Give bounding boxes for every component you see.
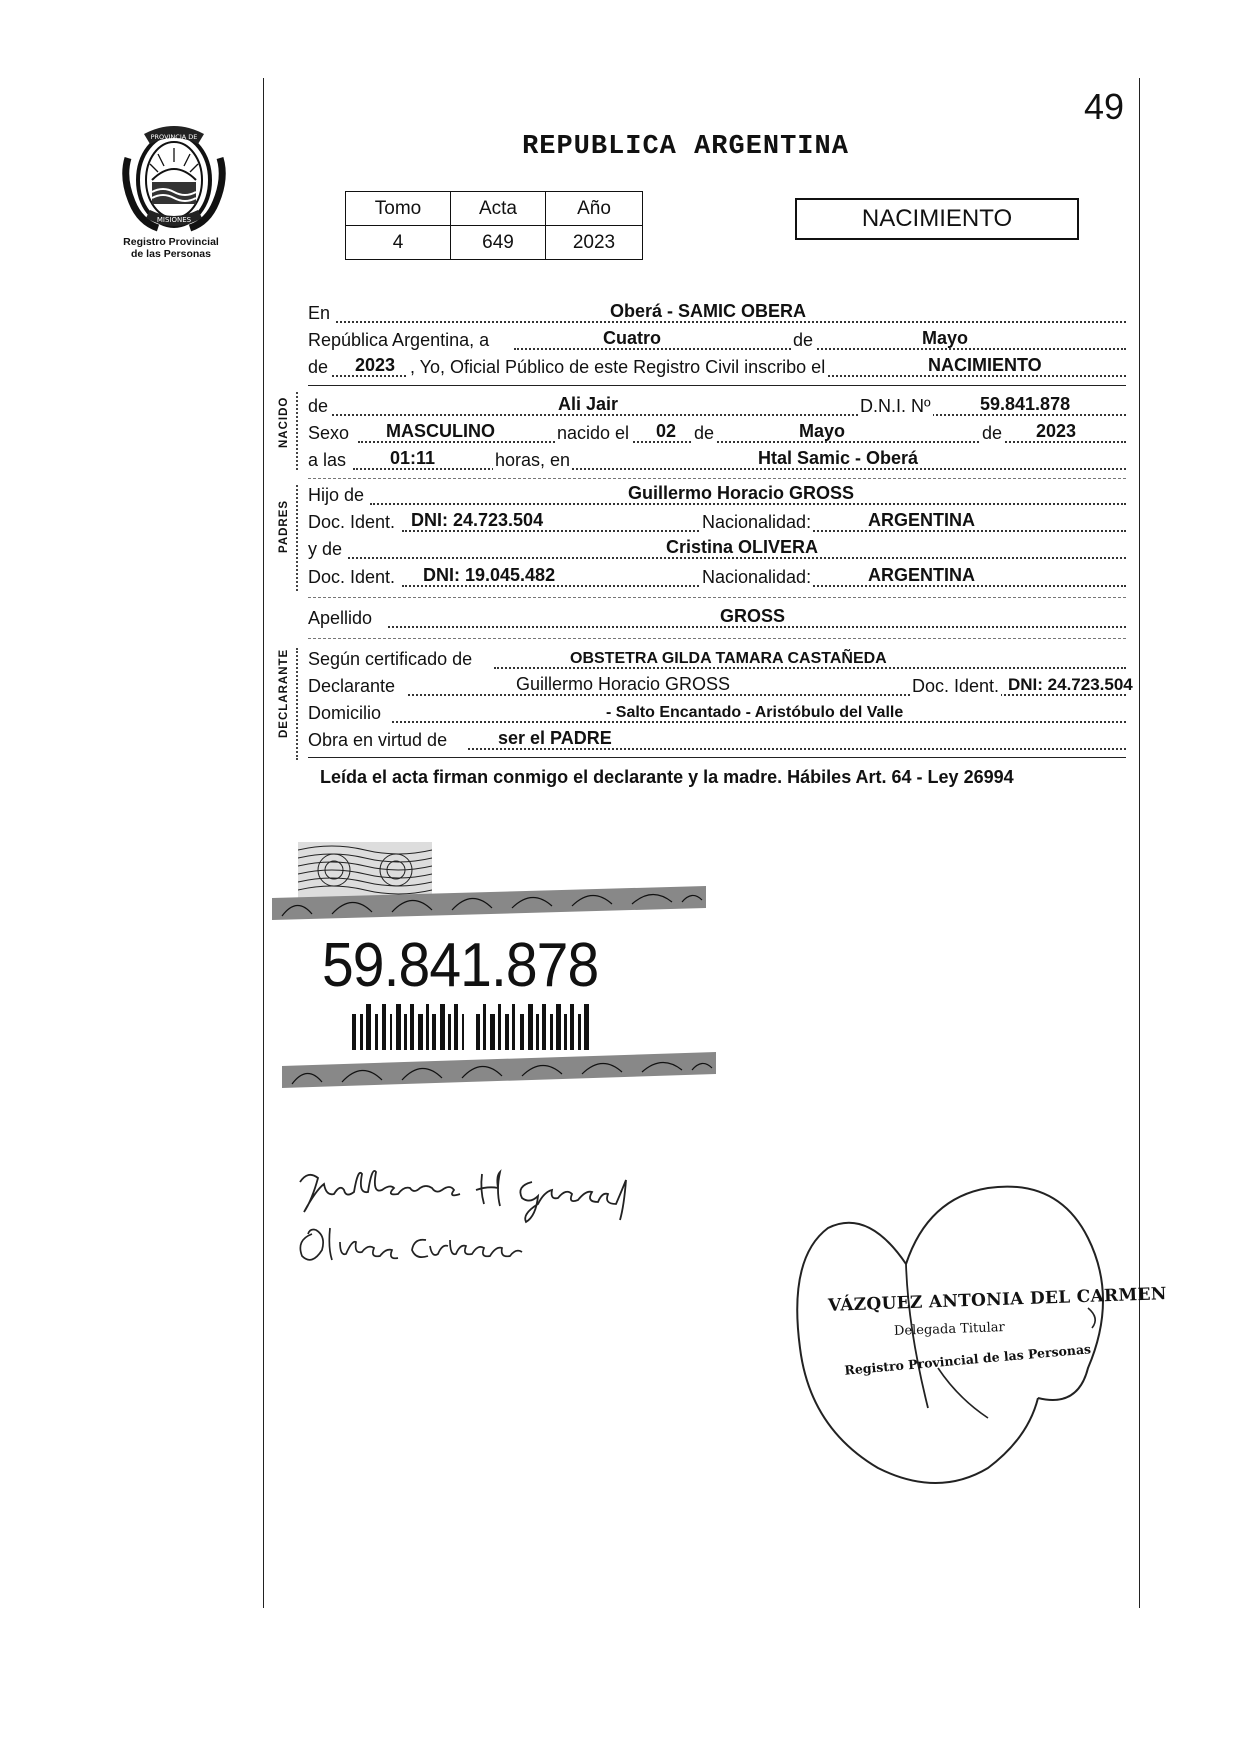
sexo-label: Sexo [308,423,350,443]
record-type-box: NACIMIENTO [795,198,1079,240]
a-las-label: a las [308,450,347,470]
en-label: En [308,303,331,323]
document-title: REPUBLICA ARGENTINA [522,132,849,162]
apellido-label: Apellido [308,608,373,628]
hijo-label: Hijo de [308,485,365,505]
father-nationality: ARGENTINA [868,510,975,530]
acta-value: 649 [451,226,546,260]
declarante-doc-label: Doc. Ident. [912,676,1000,696]
mother-nationality: ARGENTINA [868,565,975,585]
cert-value: OBSTETRA GILDA TAMARA CASTAÑEDA [570,650,887,667]
mother-signature [290,1218,530,1272]
nacido-el-label: nacido el [557,423,630,443]
registry-table [345,191,643,260]
yo-text: , Yo, Oficial Público de este Registro Civil inscribo el [410,357,826,377]
de-b-label: de [982,423,1003,443]
logo-caption-line1: Registro Provincial [123,236,219,248]
page-number: 49 [1084,86,1125,127]
birth-month: Mayo [799,421,846,441]
horas-label: horas, en [495,450,571,470]
declarante-section-label: DECLARANTE [278,648,290,738]
mother-line [308,536,1126,562]
year-value: 2023 [355,355,396,375]
dni-label: D.N.I. Nº [860,396,931,416]
mother-doc: DNI: 19.045.482 [423,565,556,585]
obra-line [308,727,1126,753]
mother-doc-line [308,564,1126,590]
de-year-label: de [308,357,329,377]
apellido-line [308,605,1126,631]
cert-label: Según certificado de [308,649,473,669]
separator [308,597,1126,598]
de-a-label: de [694,423,715,443]
padres-section-label: PADRES [278,499,290,553]
nacido-name-line [308,393,1126,419]
separator [308,638,1126,639]
sticker-top-band [272,886,706,920]
obra-value: ser el PADRE [498,728,612,748]
nacido-sex-line [308,420,1126,446]
apellido-value: GROSS [720,606,786,626]
father-name: Guillermo Horacio GROSS [628,483,855,503]
stamp-office: Registro Provincial de las Personas [843,1341,1092,1378]
sexo-value: MASCULINO [386,421,495,441]
sticker-bottom-band [282,1052,716,1088]
day-value: Cuatro [603,328,661,348]
declarante-value: Guillermo Horacio GROSS [516,674,731,694]
birth-place: Htal Samic - Oberá [758,448,919,468]
left-margin-rule [263,78,264,1608]
cert-line [308,646,1126,672]
separator [308,757,1126,758]
place-line [308,300,1126,326]
birth-day: 02 [656,421,677,441]
svg-text:MISIONES: MISIONES [156,216,192,224]
father-line [308,482,1126,508]
nacido-section-label: NACIDO [278,396,290,448]
separator [308,385,1126,386]
father-doc-label: Doc. Ident. [308,512,396,532]
child-dni: 59.841.878 [980,394,1071,414]
declarante-line [308,673,1133,699]
anio-value: 2023 [546,226,643,260]
anio-header: Año [546,192,643,226]
date-line [308,327,1126,353]
tomo-header: Tomo [346,192,451,226]
inscribe-value: NACIMIENTO [928,355,1042,375]
separator [308,478,1126,479]
de-label: de [793,330,814,350]
birth-hour: 01:11 [390,448,436,468]
nacido-time-line [308,447,1126,473]
acta-header: Acta [451,192,546,226]
barcode [352,1004,594,1050]
yde-label: y de [308,539,343,559]
de-name-label: de [308,396,329,416]
father-doc: DNI: 24.723.504 [411,510,544,530]
padres-bracket [296,485,298,591]
mother-name: Cristina OLIVERA [666,537,819,557]
closing-text: Leída el acta firman conmigo el declarante y la madre. Hábiles Art. 64 - Ley 26994 [320,767,1014,787]
logo-caption-line2: de las Personas [131,248,211,260]
logo-caption [96,236,246,260]
place-value: Oberá - SAMIC OBERA [610,301,807,321]
declarante-bracket [296,648,298,760]
mother-doc-label: Doc. Ident. [308,567,396,587]
tomo-value: 4 [346,226,451,260]
child-name: Ali Jair [558,394,619,414]
month-value: Mayo [922,328,969,348]
nacido-bracket [296,392,298,470]
declarante-label: Declarante [308,676,396,696]
birth-year: 2023 [1036,421,1077,441]
mother-nat-label: Nacionalidad: [702,567,812,587]
obra-label: Obra en virtud de [308,730,448,750]
republica-label: República Argentina, a [308,330,490,350]
stamp-official-name: VÁZQUEZ ANTONIA DEL CARMEN [827,1284,1167,1316]
domicilio-line [308,700,1126,726]
declarante-doc: DNI: 24.723.504 [1008,675,1133,694]
domicilio-label: Domicilio [308,703,382,723]
father-doc-line [308,509,1126,535]
inscribe-line [308,354,1126,380]
father-signature [286,1160,646,1226]
sticker-dni-number: 59.841.878 [322,931,599,1000]
father-nat-label: Nacionalidad: [702,512,812,532]
stamp-official-title: Delegada Titular [893,1320,1006,1339]
right-margin-rule [1139,78,1140,1608]
domicilio-value: - Salto Encantado - Aristóbulo del Valle [606,704,904,721]
svg-text:PROVINCIA DE: PROVINCIA DE [150,133,198,141]
